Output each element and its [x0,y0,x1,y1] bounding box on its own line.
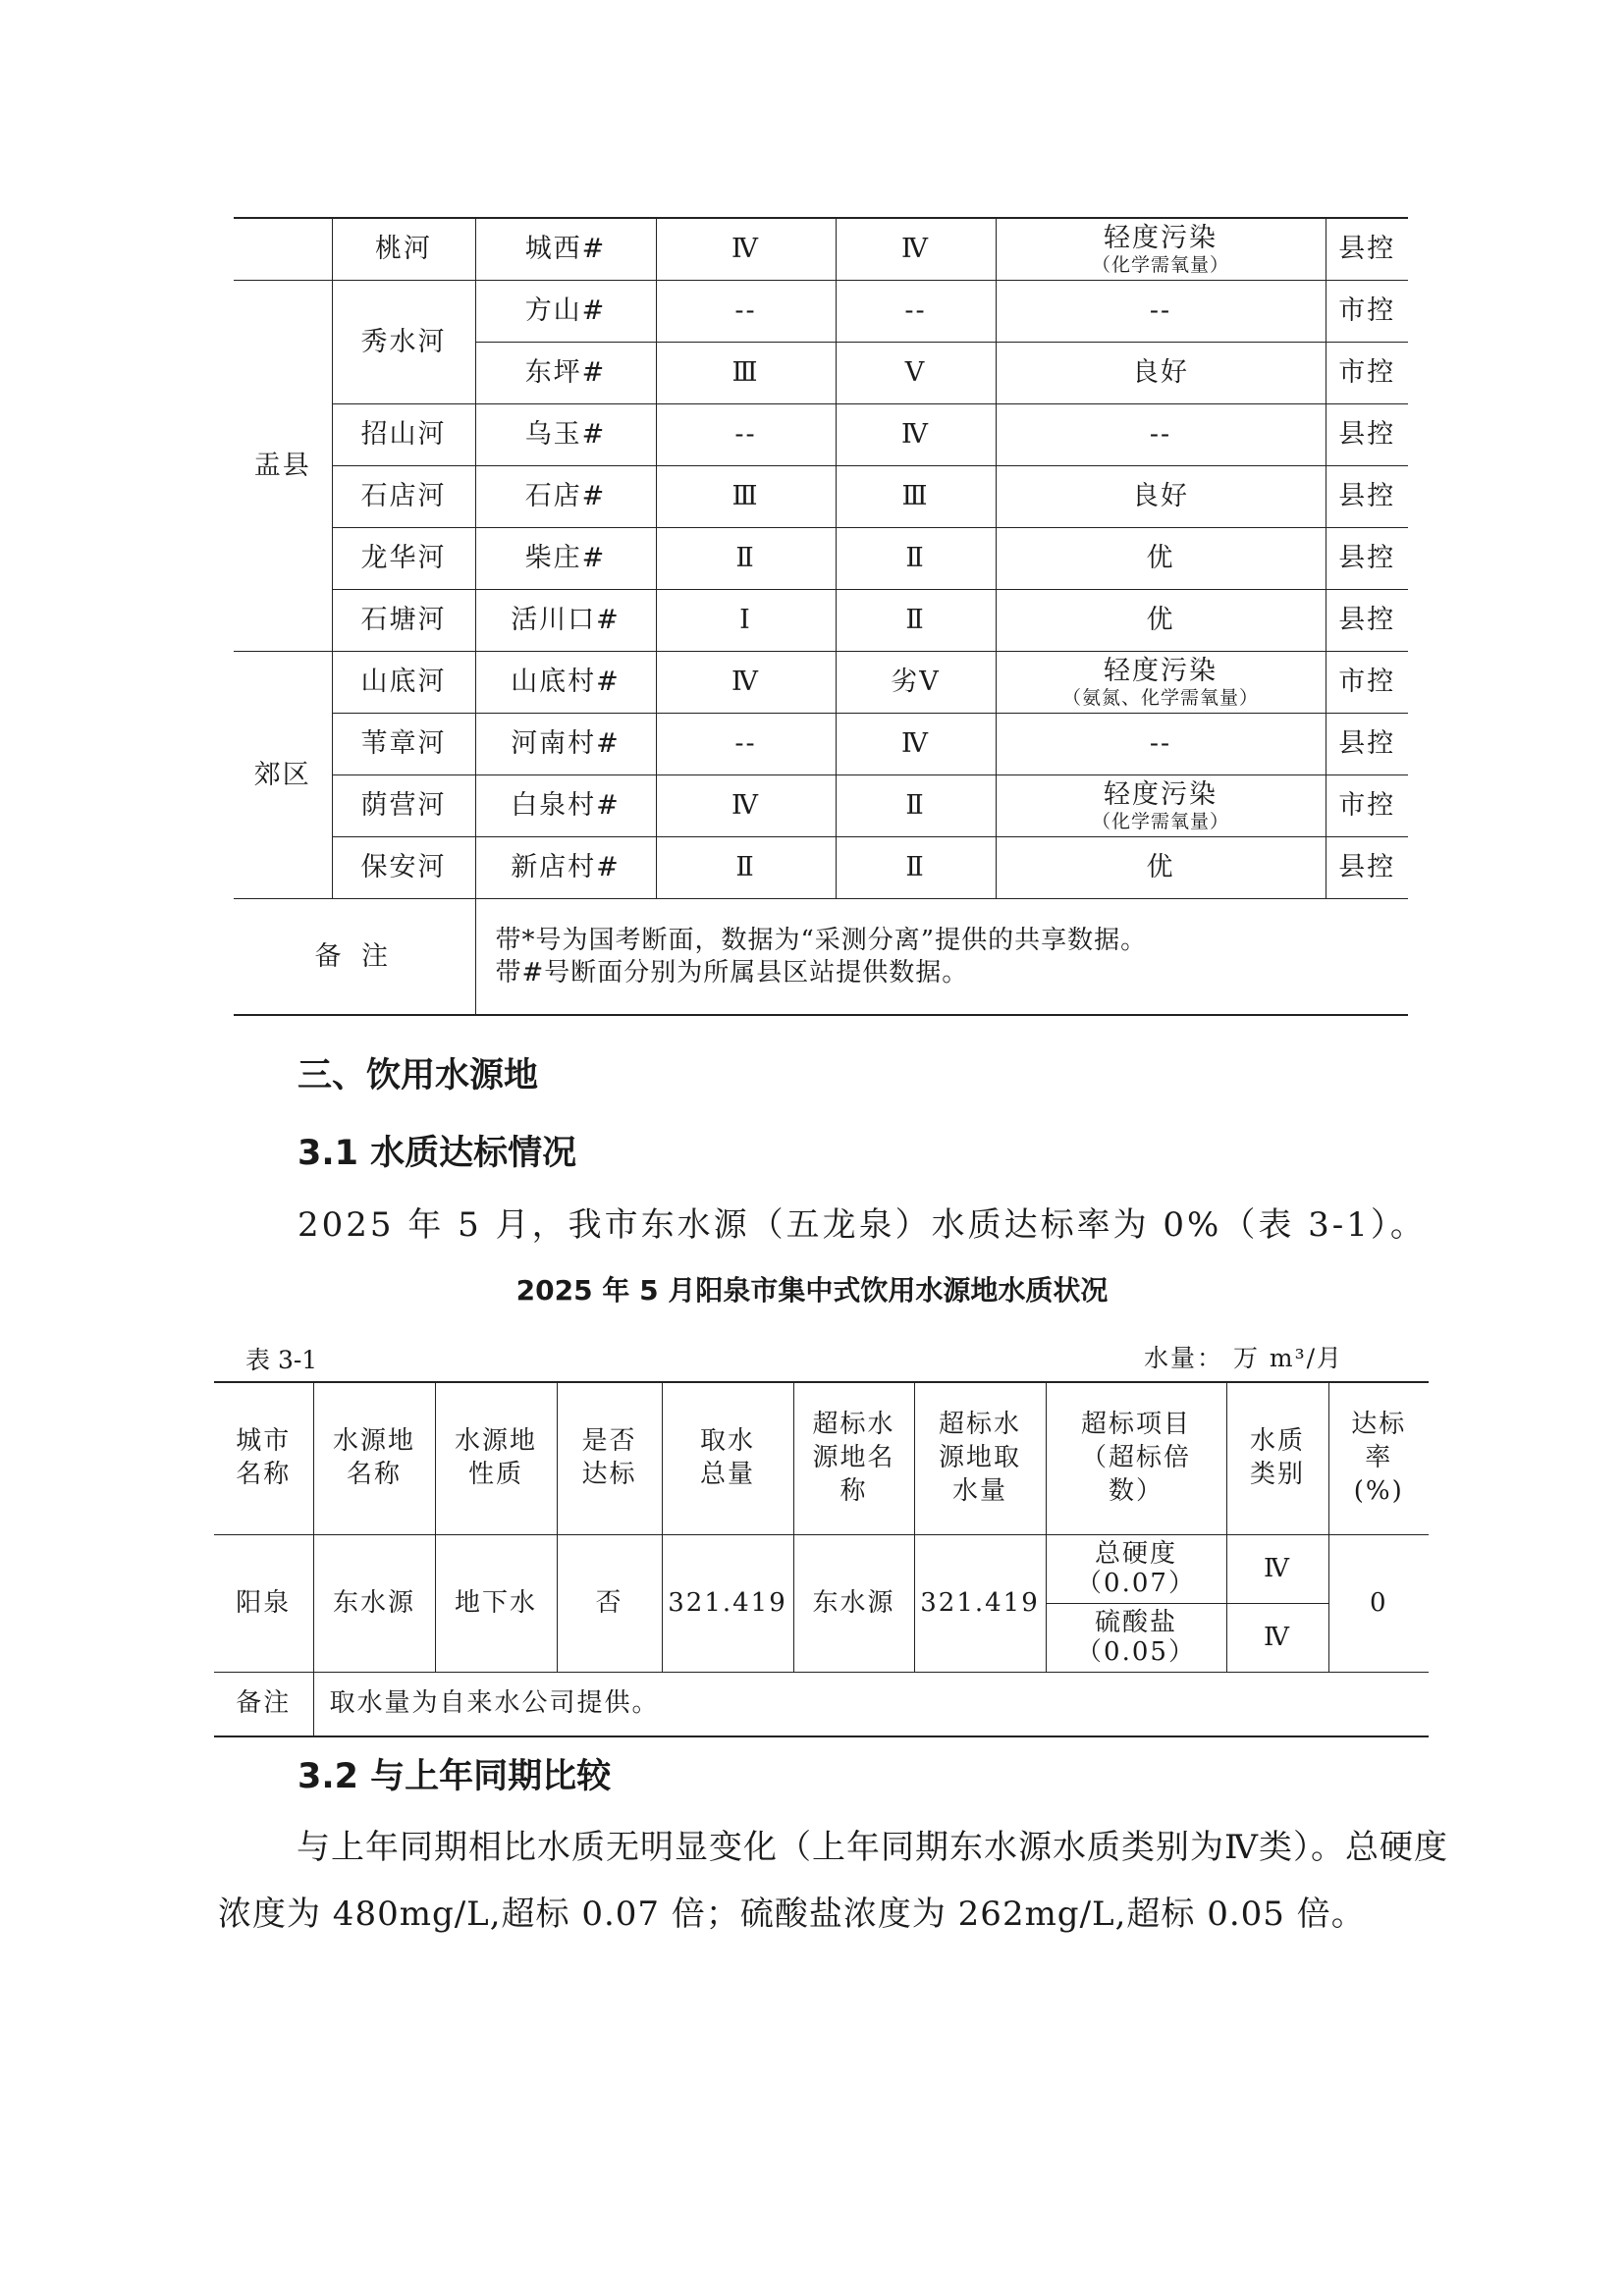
control-level-cell: 县控 [1326,218,1408,281]
section-cell: 城西# [475,218,656,281]
category-cell: Ⅲ [656,466,836,528]
table-unit: 水量： 万 m³/月 [1144,1344,1344,1372]
status-cell: 优 [996,837,1326,899]
remark-text [475,899,1408,1016]
remark-row [214,1673,1429,1737]
river-cell: 石店河 [332,466,475,528]
river-cell: 秀水河 [332,281,475,404]
status-cell: 轻度污染 （化学需氧量） [996,775,1326,837]
total-intake-cell: 321.419 [662,1535,793,1673]
quality-class-cell: Ⅳ [1226,1604,1328,1673]
column-header: 水源地性质 [435,1382,557,1535]
section-cell: 乌玉# [475,404,656,466]
status-cell: -- [996,404,1326,466]
table-row [234,775,1408,837]
exceed-source-cell: 东水源 [793,1535,914,1673]
section-cell: 活川口# [475,590,656,652]
exceed-intake-cell: 321.419 [914,1535,1046,1673]
exceed-item-cell: 总硬度 （0.07） [1046,1535,1226,1604]
paragraph: 与上年同期相比水质无明显变化（上年同期东水源水质类别为Ⅳ类）。总硬度浓度为 480mg/L,超标 0.07 倍；硫酸盐浓度为 262mg/L,超标 0.05 倍。 [218,1828,1448,1934]
category-cell: -- [656,281,836,343]
category-cell: Ⅴ [836,343,996,404]
table-row [234,466,1408,528]
table-row [234,404,1408,466]
nature-cell: 地下水 [435,1535,557,1673]
river-cell: 苇章河 [332,714,475,775]
section-cell: 方山# [475,281,656,343]
county-cell: 盂县 [234,281,332,652]
status-cell: 优 [996,590,1326,652]
status-cell: 轻度污染 （化学需氧量） [996,218,1326,281]
section-cell: 东坪# [475,343,656,404]
status-cell: 良好 [996,466,1326,528]
section-cell: 山底村# [475,652,656,714]
compliant-cell: 否 [557,1535,662,1673]
column-header: 城市名称 [214,1382,313,1535]
control-level-cell: 市控 [1326,652,1408,714]
control-level-cell: 县控 [1326,590,1408,652]
river-cell: 招山河 [332,404,475,466]
control-level-cell: 县控 [1326,528,1408,590]
section-heading: 三、饮用水源地 [298,1056,539,1095]
exceed-item-cell: 硫酸盐 （0.05） [1046,1604,1226,1673]
column-header: 超标水源地取水量 [914,1382,1046,1535]
category-cell: -- [656,404,836,466]
category-cell: Ⅳ [656,218,836,281]
category-cell: 劣Ⅴ [836,652,996,714]
column-header: 水质类别 [1226,1382,1328,1535]
category-cell: -- [656,714,836,775]
category-cell: Ⅱ [656,528,836,590]
river-cell: 保安河 [332,837,475,899]
table-title: 2025 年 5 月阳泉市集中式饮用水源地水质状况 [515,1274,1109,1307]
table-row [214,1535,1429,1604]
control-level-cell: 县控 [1326,466,1408,528]
category-cell: Ⅳ [836,714,996,775]
category-cell: Ⅱ [836,590,996,652]
control-level-cell: 市控 [1326,281,1408,343]
control-level-cell: 市控 [1326,343,1408,404]
section-cell: 柴庄# [475,528,656,590]
column-header: 达标率(%) [1328,1382,1429,1535]
river-section-table [234,217,1408,1016]
category-cell: Ⅰ [656,590,836,652]
category-cell: Ⅲ [656,343,836,404]
table-row [234,590,1408,652]
table-row [234,218,1408,281]
remark-text: 取水量为自来水公司提供。 [313,1673,1429,1737]
status-cell: -- [996,714,1326,775]
table-row [234,528,1408,590]
section-cell: 白泉村# [475,775,656,837]
paragraph: 2025 年 5 月，我市东水源（五龙泉）水质达标率为 0%（表 3-1）。 [298,1205,1427,1245]
category-cell: Ⅱ [836,837,996,899]
section-cell: 石店# [475,466,656,528]
river-cell: 桃河 [332,218,475,281]
category-cell: Ⅳ [836,218,996,281]
remark-line: 带#号断面分别为所属县区站提供数据。 [495,957,969,988]
river-cell: 荫营河 [332,775,475,837]
category-cell: Ⅳ [656,775,836,837]
category-cell: -- [836,281,996,343]
control-level-cell: 县控 [1326,837,1408,899]
river-cell: 龙华河 [332,528,475,590]
control-level-cell: 县控 [1326,714,1408,775]
section-cell: 新店村# [475,837,656,899]
category-cell: Ⅱ [836,775,996,837]
table-row [234,281,1408,343]
category-cell: Ⅱ [656,837,836,899]
subsection-heading: 3.2 与上年同期比较 [298,1757,612,1796]
column-header: 取水总量 [662,1382,793,1535]
category-cell: Ⅳ [836,404,996,466]
quality-class-cell: Ⅳ [1226,1535,1328,1604]
table-row [234,714,1408,775]
county-cell: 郊区 [234,652,332,899]
status-cell: 优 [996,528,1326,590]
remark-label: 备注 [214,1673,313,1737]
source-cell: 东水源 [313,1535,435,1673]
column-header: 水源地名称 [313,1382,435,1535]
control-level-cell: 市控 [1326,775,1408,837]
column-header: 是否达标 [557,1382,662,1535]
city-cell: 阳泉 [214,1535,313,1673]
table-number: 表 3-1 [245,1346,318,1374]
county-cell [234,218,332,281]
compliance-rate-cell: 0 [1328,1535,1429,1673]
river-cell: 山底河 [332,652,475,714]
column-header: 超标水源地名称 [793,1382,914,1535]
river-cell: 石塘河 [332,590,475,652]
table-header-row [214,1382,1429,1535]
remark-label: 备 注 [234,899,475,1016]
category-cell: Ⅳ [656,652,836,714]
status-cell: 轻度污染 （氨氮、化学需氧量） [996,652,1326,714]
column-header: 超标项目（超标倍数） [1046,1382,1226,1535]
control-level-cell: 县控 [1326,404,1408,466]
remark-line: 带*号为国考断面，数据为“采测分离”提供的共享数据。 [495,926,1148,955]
category-cell: Ⅲ [836,466,996,528]
subsection-heading: 3.1 水质达标情况 [298,1134,577,1173]
category-cell: Ⅱ [836,528,996,590]
table-row [234,652,1408,714]
remark-row [234,899,1408,1016]
table-row [234,837,1408,899]
drinking-water-table [214,1381,1429,1737]
section-cell: 河南村# [475,714,656,775]
status-cell: 良好 [996,343,1326,404]
status-cell: -- [996,281,1326,343]
